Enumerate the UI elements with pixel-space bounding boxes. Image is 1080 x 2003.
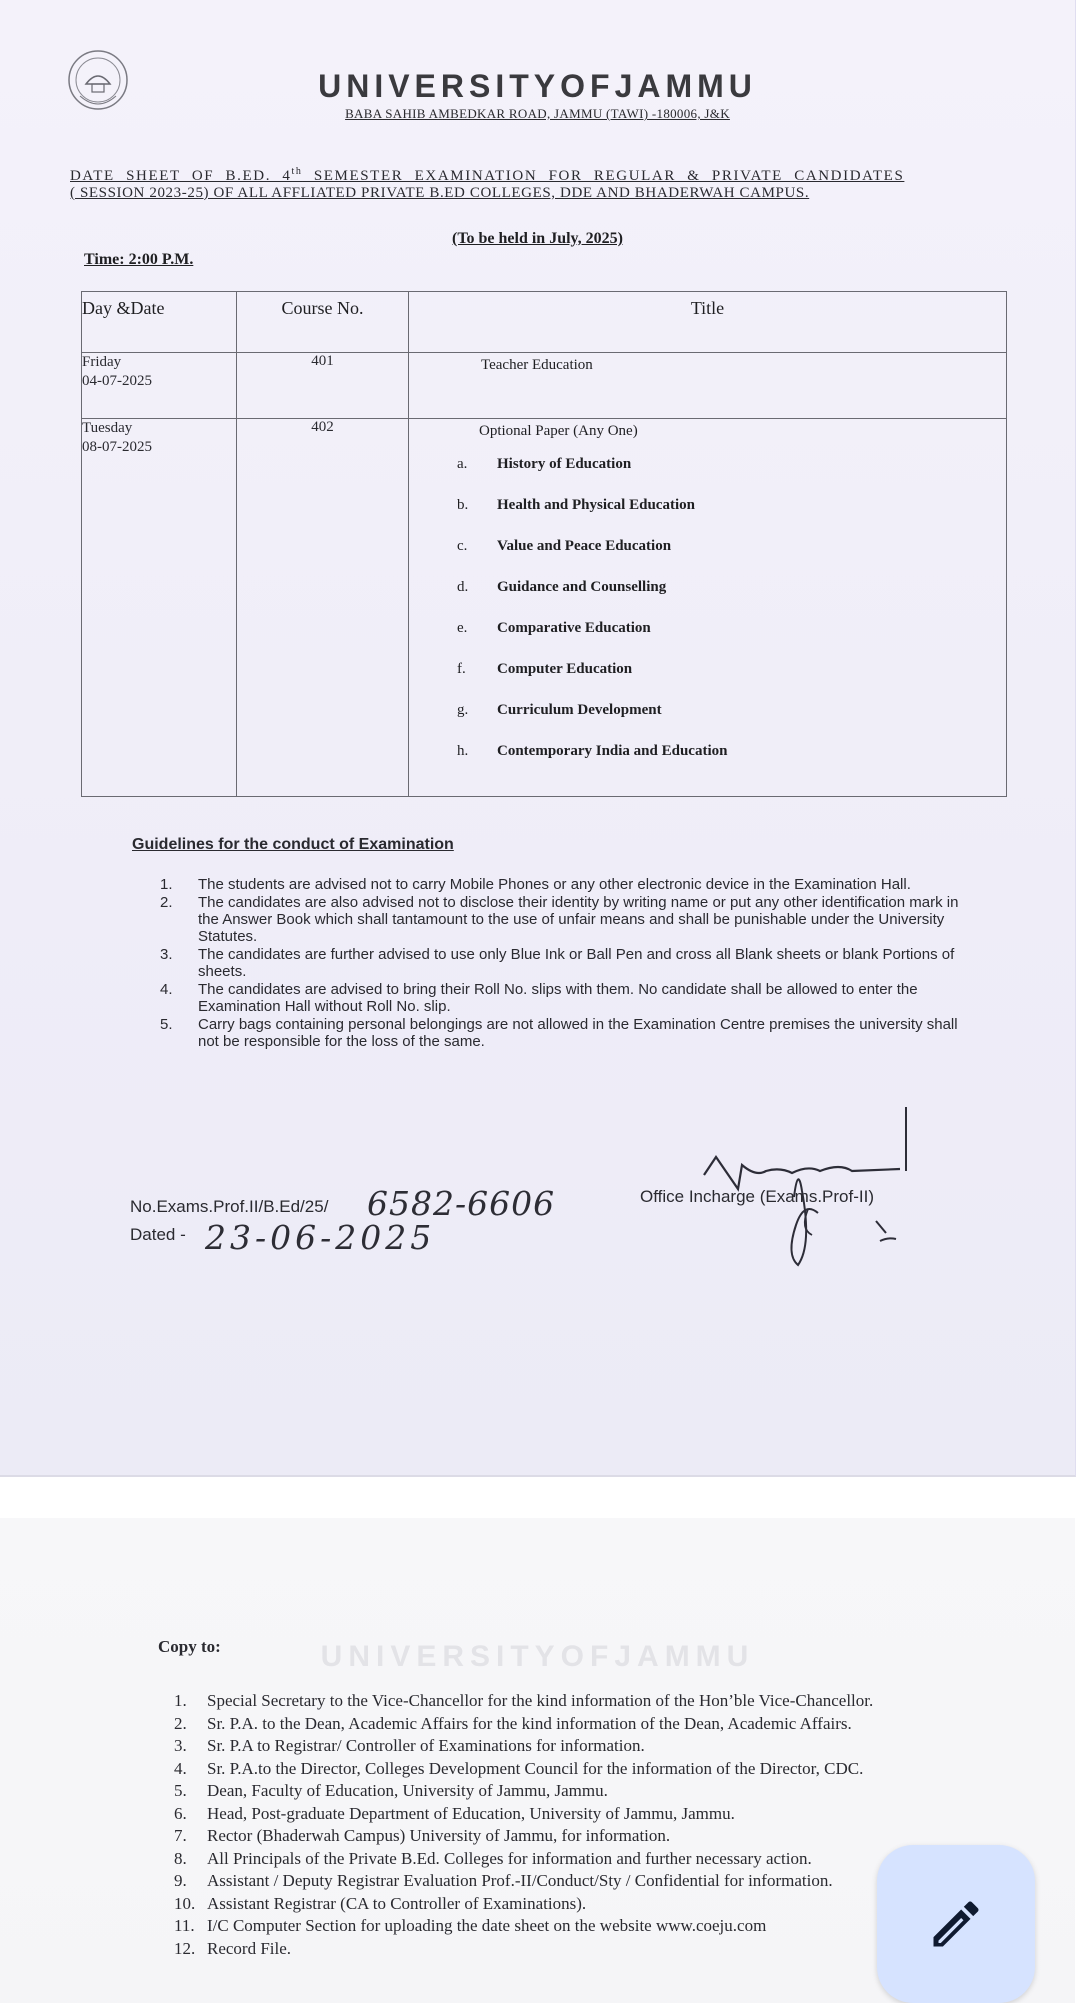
edit-fab-button[interactable]: [877, 1845, 1035, 2003]
office-incharge: Office Incharge (Exams.Prof-II): [640, 1187, 874, 1206]
header-course-no: Course No.: [237, 292, 409, 353]
datesheet-table: [81, 291, 1007, 797]
title-cell: [409, 353, 1007, 419]
list-item: 12. Record File.: [174, 1938, 292, 1958]
list-item: g. Curriculum Development: [457, 702, 662, 718]
list-item: 11. I/C Computer Section for uploading the date sheet on the website www.coeju.com: [174, 1916, 767, 1935]
list-item: e. Comparative Education: [457, 620, 651, 636]
list-item: 4. Sr. P.A.to the Director, Colleges Development Council for the information of the Director, CDC.: [174, 1758, 864, 1778]
header-title: Title: [409, 292, 1007, 353]
list-item: 2. Sr. P.A. to the Dean, Academic Affairs for the kind information of the Dean, Academic Affairs.: [174, 1713, 852, 1733]
day-date-cell: [82, 419, 237, 797]
list-item: 3. The candidates are further advised to use only Blue Ink or Ball Pen and cross all Blank sheets or blank Portions of sheets.: [160, 946, 955, 980]
course-title: Teacher Education: [481, 357, 593, 373]
list-item: b. Health and Physical Education: [457, 497, 695, 513]
list-item: h. Contemporary India and Education: [457, 743, 728, 759]
held-in-note: (To be held in July, 2025): [451, 230, 623, 247]
university-title: UNIVERSITYOFJAMMU: [318, 68, 757, 104]
date: 08-07-2025: [82, 439, 152, 455]
list-item: a. History of Education: [457, 456, 632, 472]
list-item: 9. Assistant / Deputy Registrar Evaluation Prof.-II/Conduct/Sty / Confidential for information.: [174, 1871, 833, 1890]
day: Tuesday: [82, 420, 133, 436]
dated-value: 23-06-2025: [205, 1218, 436, 1257]
course-no-cell: 402: [237, 419, 409, 797]
guidelines-heading: Guidelines for the conduct of Examination: [132, 836, 454, 853]
bleed-through-header: UNIVERSITYOFJAMMU: [320, 1640, 755, 1673]
table-row: [82, 419, 1007, 797]
list-item: 4. The candidates are advised to bring their Roll No. slips with them. No candidate shall be allowed to enter the Examination Hall without Roll No. slip.: [160, 981, 918, 1015]
header-day-date: Day &Date: [82, 292, 237, 353]
optional-paper-list: [409, 456, 1006, 784]
list-item: 2. The candidates are also advised not to disclose their identity by writing name or put any other identification mark in the Answer Book which shall tantamount to the use of unfair means and shall be punishable under the University Statutes.: [160, 894, 959, 945]
reference-label: No.Exams.Prof.II/B.Ed/25/: [130, 1197, 329, 1216]
list-item: 5. Dean, Faculty of Education, University of Jammu, Jammu.: [174, 1781, 608, 1800]
list-item: d. Guidance and Counselling: [457, 579, 667, 595]
list-item: c. Value and Peace Education: [457, 538, 672, 554]
list-item: 8. All Principals of the Private B.Ed. Colleges for information and further necessary action.: [174, 1848, 812, 1868]
pencil-icon: [926, 1894, 986, 1954]
university-address: BABA SAHIB AMBEDKAR ROAD, JAMMU (TAWI) -180006, J&K: [345, 106, 730, 121]
list-item: 7. Rector (Bhaderwah Campus) University of Jammu, for information.: [174, 1826, 671, 1845]
day: Friday: [82, 354, 122, 370]
list-item: 5. Carry bags containing personal belongings are not allowed in the Examination Centre premises the university shall not be responsible for the loss of the same.: [160, 1016, 958, 1050]
exam-time: Time: 2:00 P.M.: [84, 251, 194, 268]
copy-to-heading: Copy to:: [158, 1637, 221, 1656]
day-date-cell: [82, 353, 237, 419]
table-row: [82, 353, 1007, 419]
dated-label: Dated -: [130, 1225, 186, 1244]
table-header-row: [82, 292, 1007, 353]
copy-to-list: [174, 1690, 994, 1960]
course-title: Optional Paper (Any One): [479, 423, 638, 439]
list-item: f. Computer Education: [457, 661, 633, 677]
datesheet-heading-line2: ( SESSION 2023-25) OF ALL AFFLIATED PRIVATE B.ED COLLEGES, DDE AND BHADERWAH CAMPUS.: [70, 185, 810, 201]
list-item: 1. The students are advised not to carry Mobile Phones or any other electronic device in the Examination Hall.: [160, 876, 911, 893]
reference-number: 6582-6606: [367, 1184, 556, 1223]
list-item: 3. Sr. P.A to Registrar/ Controller of Examinations for information.: [174, 1736, 645, 1755]
ordinal-suffix: th: [291, 166, 303, 177]
course-no-cell: 401: [237, 353, 409, 419]
list-item: 10. Assistant Registrar (CA to Controller of Examinations).: [174, 1893, 587, 1913]
datesheet-heading-line1: DATE SHEET OF B.ED. 4th SEMESTER EXAMINATION FOR REGULAR & PRIVATE CANDIDATES: [70, 166, 905, 184]
title-cell: [409, 419, 1007, 797]
date: 04-07-2025: [82, 373, 152, 389]
list-item: 6. Head, Post-graduate Department of Education, University of Jammu, Jammu.: [174, 1803, 735, 1823]
guidelines-list: [160, 876, 980, 1051]
list-item: 1. Special Secretary to the Vice-Chancellor for the kind information of the Hon’ble Vice-Chancellor.: [174, 1691, 874, 1710]
